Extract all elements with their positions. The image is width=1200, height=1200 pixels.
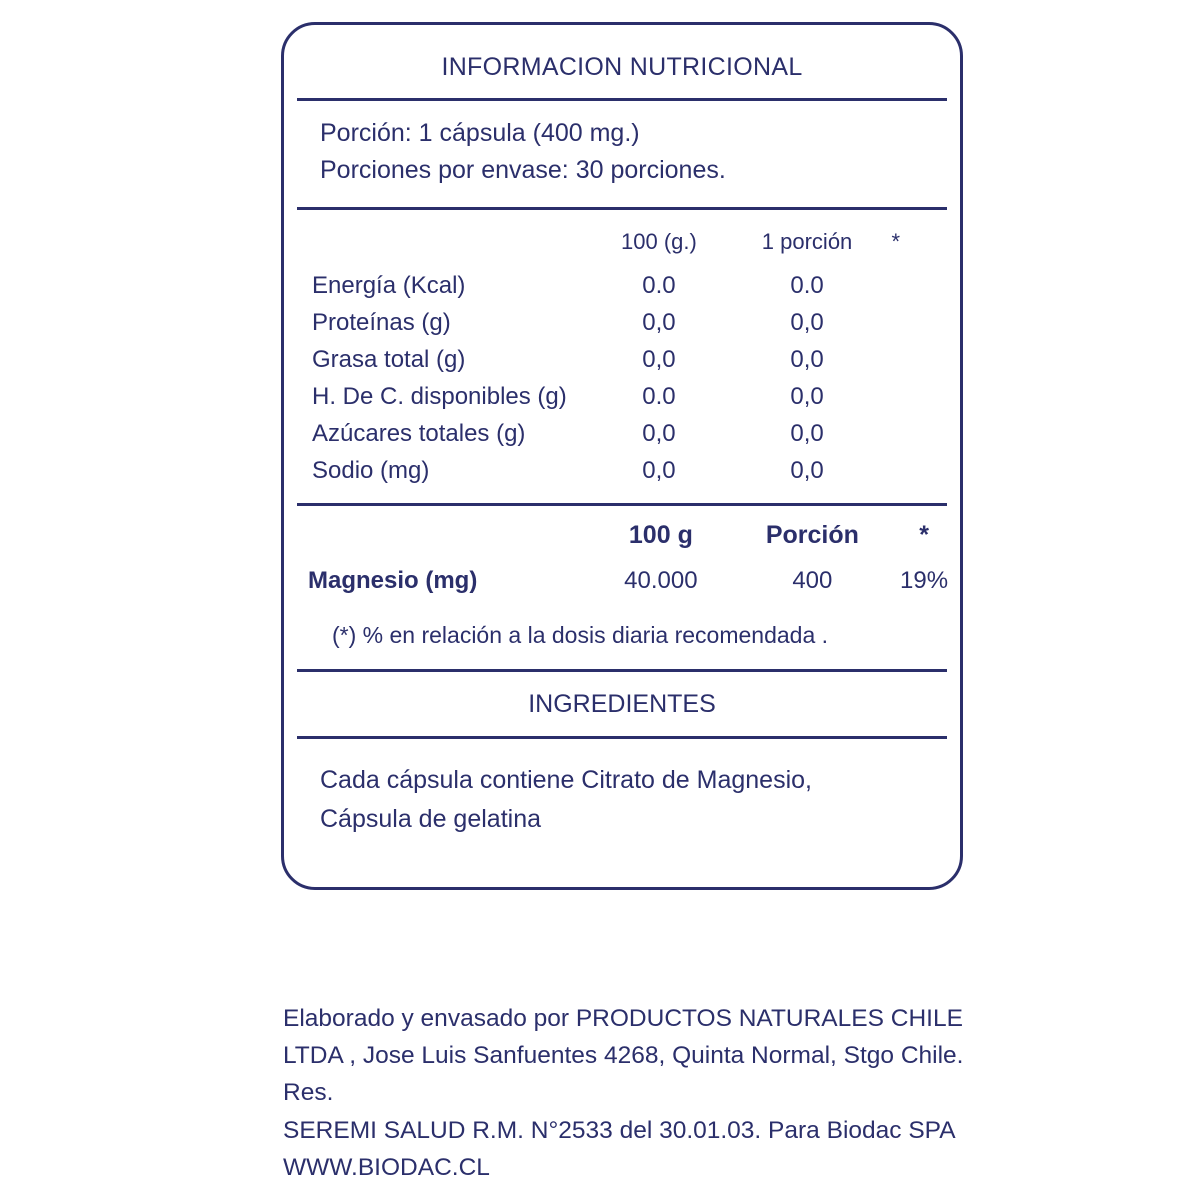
- col-header-100g: 100 g: [628, 521, 693, 549]
- nutrient-pct: [881, 304, 960, 341]
- mineral-table: [284, 520, 960, 596]
- nutrient-value-portion: 0,0: [790, 345, 824, 373]
- nutrient-pct: [881, 267, 960, 304]
- table-header-row: [284, 228, 960, 267]
- nutrient-value-100g: 0,0: [642, 419, 676, 447]
- col-header-star: *: [891, 229, 901, 254]
- serving-size: Porción: 1 cápsula (400 mg.): [320, 119, 640, 147]
- mineral-pct: 19%: [900, 567, 949, 594]
- nutrient-label: Energía (Kcal): [312, 271, 466, 299]
- col-header-star: *: [919, 521, 929, 549]
- nutrient-label: Sodio (mg): [312, 456, 430, 484]
- nutrient-value-100g: 0.0: [642, 271, 676, 299]
- daily-value-footnote: (*) % en relación a la dosis diaria recomendada .: [332, 622, 829, 648]
- table-row: [284, 341, 960, 378]
- mineral-label: Magnesio (mg): [308, 567, 478, 594]
- ingredients-body: [284, 739, 960, 887]
- nutrient-label: H. De C. disponibles (g): [312, 382, 567, 410]
- ingredients-title: INGREDIENTES: [528, 690, 716, 718]
- table-row: [284, 452, 960, 489]
- nutrient-pct: [881, 378, 960, 415]
- nutrient-value-portion: 0,0: [790, 419, 824, 447]
- mineral-section: [284, 506, 960, 604]
- manufacturer-legal-text: [283, 1000, 983, 1186]
- nutrient-value-portion: 0,0: [790, 456, 824, 484]
- nutrient-value-100g: 0.0: [642, 382, 676, 410]
- legal-line-1: Elaborado y envasado por PRODUCTOS NATURALES CHILE: [283, 1005, 963, 1032]
- col-header-per-portion: 1 porción: [761, 229, 853, 254]
- ingredients-line-1: Cada cápsula contiene Citrato de Magnesio,: [320, 766, 812, 794]
- table-row: [284, 415, 960, 452]
- mineral-value-portion: 400: [792, 567, 833, 594]
- col-header-portion: Porción: [765, 521, 859, 549]
- nutrient-value-100g: 0,0: [642, 456, 676, 484]
- legal-line-2: LTDA , Jose Luis Sanfuentes 4268, Quinta Normal, Stgo Chile. Res.: [283, 1042, 964, 1107]
- table-row: [284, 304, 960, 341]
- macronutrient-table: [284, 228, 960, 489]
- table-row: [284, 566, 960, 596]
- panel-title: INFORMACION NUTRICIONAL: [441, 53, 803, 81]
- legal-line-4: WWW.BIODAC.CL: [283, 1153, 490, 1181]
- table-row: [284, 378, 960, 415]
- nutrient-pct: [881, 452, 960, 489]
- servings-per-container: Porciones por envase: 30 porciones.: [320, 156, 726, 184]
- ingredients-line-2: Cápsula de gelatina: [320, 804, 541, 833]
- nutrient-pct: [881, 341, 960, 378]
- legal-line-3: SEREMI SALUD R.M. N°2533 del 30.01.03. Para Biodac SPA: [283, 1116, 956, 1144]
- col-header-mineral: [284, 520, 585, 566]
- mineral-value-100g: 40.000: [624, 567, 698, 594]
- nutrient-value-portion: 0.0: [790, 271, 824, 299]
- table-row: [284, 267, 960, 304]
- nutrient-label: Grasa total (g): [312, 345, 466, 373]
- nutrition-facts-panel: [281, 22, 963, 890]
- nutrient-label: Proteínas (g): [312, 308, 451, 336]
- table-header-row: [284, 520, 960, 566]
- nutrient-pct: [881, 415, 960, 452]
- nutrient-value-portion: 0,0: [790, 382, 824, 410]
- nutrient-label: Azúcares totales (g): [312, 419, 526, 447]
- col-header-per-100g: 100 (g.): [621, 229, 697, 254]
- col-header-nutrient: [284, 228, 585, 267]
- macronutrient-section: [284, 210, 960, 503]
- serving-info: [284, 101, 960, 207]
- nutrient-value-portion: 0,0: [790, 308, 824, 336]
- nutrient-value-100g: 0,0: [642, 308, 676, 336]
- nutrient-value-100g: 0,0: [642, 345, 676, 373]
